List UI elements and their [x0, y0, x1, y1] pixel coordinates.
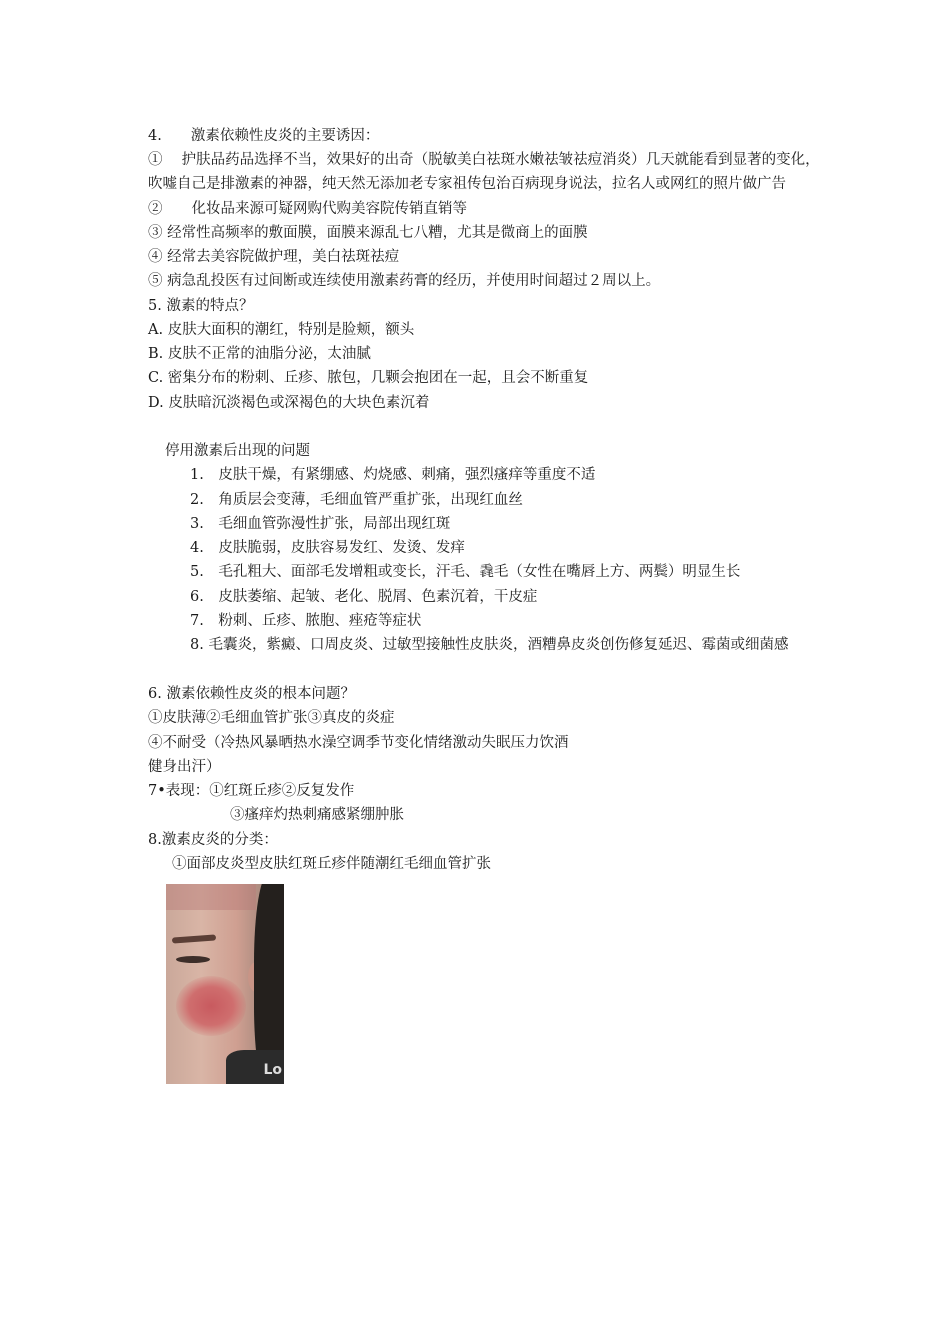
doc-line: 吹嘘自己是排激素的神器，纯天然无添加老专家祖传包治百病现身说法，拉名人或网红的照片做广告: [148, 176, 786, 192]
doc-line: C. 密集分布的粉刺、丘疹、脓包，几颗会抱团在一起，且会不断重复: [148, 370, 589, 386]
doc-line: 3. 毛细血管弥漫性扩张，局部出现红斑: [190, 516, 451, 532]
doc-line: ①面部皮炎型皮肤红斑丘疹伴随潮红毛细血管扩张: [172, 856, 491, 872]
doc-line: ④ 经常去美容院做护理，美白祛斑祛痘: [148, 249, 400, 265]
doc-line: B. 皮肤不正常的油脂分泌，太油腻: [148, 346, 371, 362]
doc-line: 7. 粉刺、丘疹、脓胞、痤疮等症状: [190, 613, 422, 629]
doc-line: D. 皮肤暗沉淡褐色或深褐色的大块色素沉着: [148, 395, 430, 411]
doc-line: ③瘙痒灼热刺痛感紧绷肿胀: [230, 807, 404, 823]
doc-line: A. 皮肤大面积的潮红，特别是脸颊，额头: [148, 322, 415, 338]
doc-line: 2. 角质层会变薄，毛细血管严重扩张，出现红血丝: [190, 492, 523, 508]
doc-line: ④不耐受（冷热风暴晒热水澡空调季节变化情绪激动失眠压力饮酒: [148, 735, 569, 751]
doc-line: 6. 皮肤萎缩、起皱、老化、脱屑、色素沉着，干皮症: [190, 589, 538, 605]
eyebrow: [172, 934, 216, 943]
doc-line: 6. 激素依赖性皮炎的根本问题？: [148, 686, 355, 702]
doc-line: 5. 激素的特点？: [148, 298, 254, 314]
doc-line: 4. 激素依赖性皮炎的主要诱因：: [148, 128, 380, 144]
eye: [176, 956, 210, 963]
doc-line: ② 化妆品来源可疑网购代购美容院传销直销等: [148, 201, 467, 217]
doc-line: 5. 毛孔粗大、面部毛发增粗或变长，汗毛、毳毛（女性在嘴唇上方、两鬓）明显生长: [190, 564, 741, 580]
doc-line: 8. 毛囊炎，紫癜、口周皮炎、过敏型接触性皮肤炎，酒糟鼻皮炎创伤修复延迟、霉菌或细菌感: [190, 637, 789, 653]
doc-line: ①皮肤薄②毛细血管扩张③真皮的炎症: [148, 710, 395, 726]
red-cheek: [176, 976, 246, 1036]
doc-line: 1. 皮肤干燥，有紧绷感、灼烧感、刺痛，强烈瘙痒等重度不适: [190, 467, 596, 483]
doc-line: 7•表现：①红斑丘疹②反复发作: [148, 783, 355, 799]
doc-line: ⑤ 病急乱投医有过间断或连续使用激素药膏的经历，并使用时间超过２周以上。: [148, 273, 661, 289]
doc-line: 停用激素后出现的问题: [165, 443, 310, 459]
photo-watermark: Lo: [263, 1062, 282, 1078]
forehead-redness: [166, 884, 256, 910]
doc-line: 8.激素皮炎的分类：: [148, 832, 278, 848]
doc-line: ① 护肤品药品选择不当，效果好的出奇（脱敏美白祛斑水嫩祛皱祛痘消炎）几天就能看到显著的变化，: [148, 152, 820, 168]
doc-line: 健身出汗）: [148, 759, 221, 775]
face-photo: [166, 884, 284, 1084]
doc-line: ③ 经常性高频率的敷面膜，面膜来源乱七八糟，尤其是微商上的面膜: [148, 225, 588, 241]
doc-line: 4. 皮肤脆弱，皮肤容易发红、发烫、发痒: [190, 540, 465, 556]
